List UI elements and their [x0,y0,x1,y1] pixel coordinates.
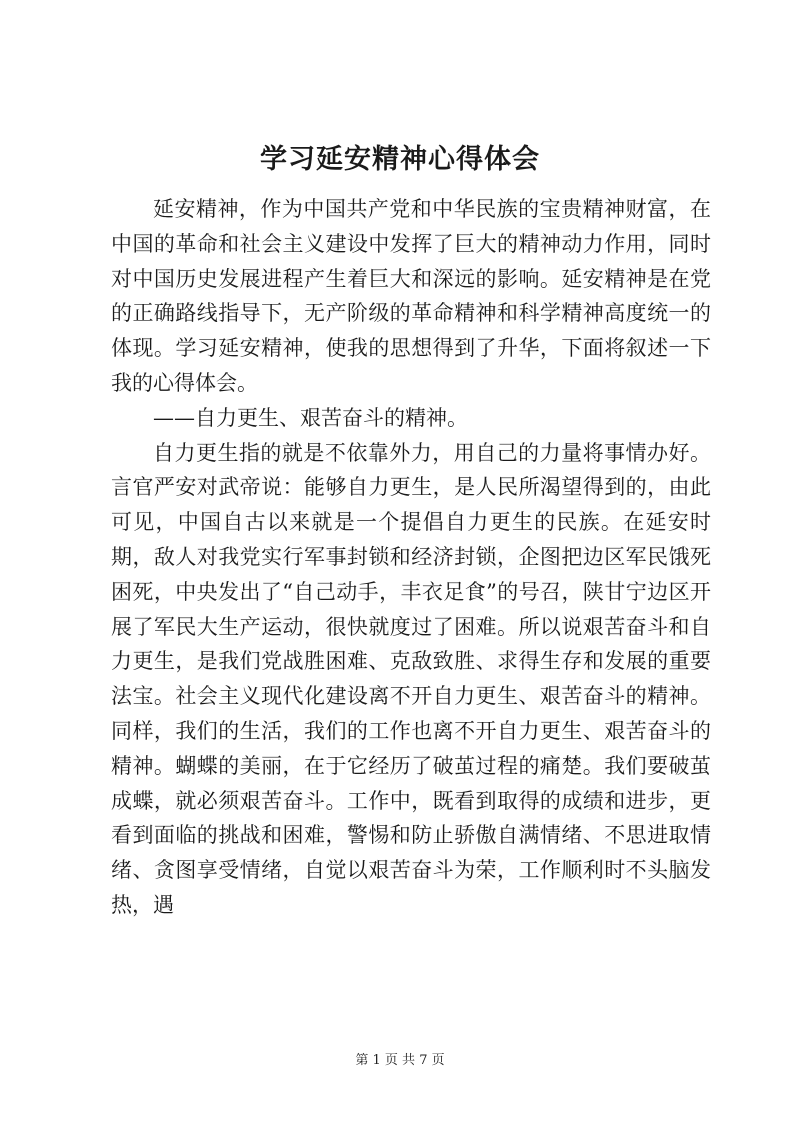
document-title: 学习延安精神心得体会 [260,144,540,175]
section-heading: ——自力更生、艰苦奋斗的精神。 [153,405,468,430]
paragraph-intro: 延安精神，作为中国共产党和中华民族的宝贵精神财富，在中国的革命和社会主义建设中发挥了巨大的精神动力作用，同时对中国历史发展进程产生着巨大和深远的影响。延安精神是在党的正确路线指导下，无产阶级的革命精神和科学精神高度统一的体现。学习延安精神，使我的思想得到了升华，下面将叙述一下我的心得体会。 [111,197,711,395]
page-footer: 第 1 页 共 7 页 [355,1053,445,1068]
document-body [111,192,711,923]
paragraph-self-reliance: 自力更生指的就是不依靠外力，用自己的力量将事情办好。言官严安对武帝说：能够自力更生，是人民所渴望得到的，由此可见，中国自古以来就是一个提倡自力更生的民族。在延安时期，敌人对我党实行军事封锁和经济封锁，企图把边区军民饿死困死，中央发出了“自己动手，丰衣足食”的号召，陕甘宁边区开展了军民大生产运动，很快就度过了困难。所以说艰苦奋斗和自力更生，是我们党战胜困难、克敌致胜、求得生存和发展的重要法宝。社会主义现代化建设离不开自力更生、艰苦奋斗的精神。同样，我们的生活，我们的工作也离不开自力更生、艰苦奋斗的精神。蝴蝶的美丽，在于它经历了破茧过程的痛楚。我们要破茧成蝶，就必须艰苦奋斗。工作中，既看到取得的成绩和进步，更看到面临的挑战和困难，警惕和防止骄傲自满情绪、不思进取情绪、贪图享受情绪，自觉以艰苦奋斗为荣，工作顺利时不头脑发热，遇 [111,440,711,917]
